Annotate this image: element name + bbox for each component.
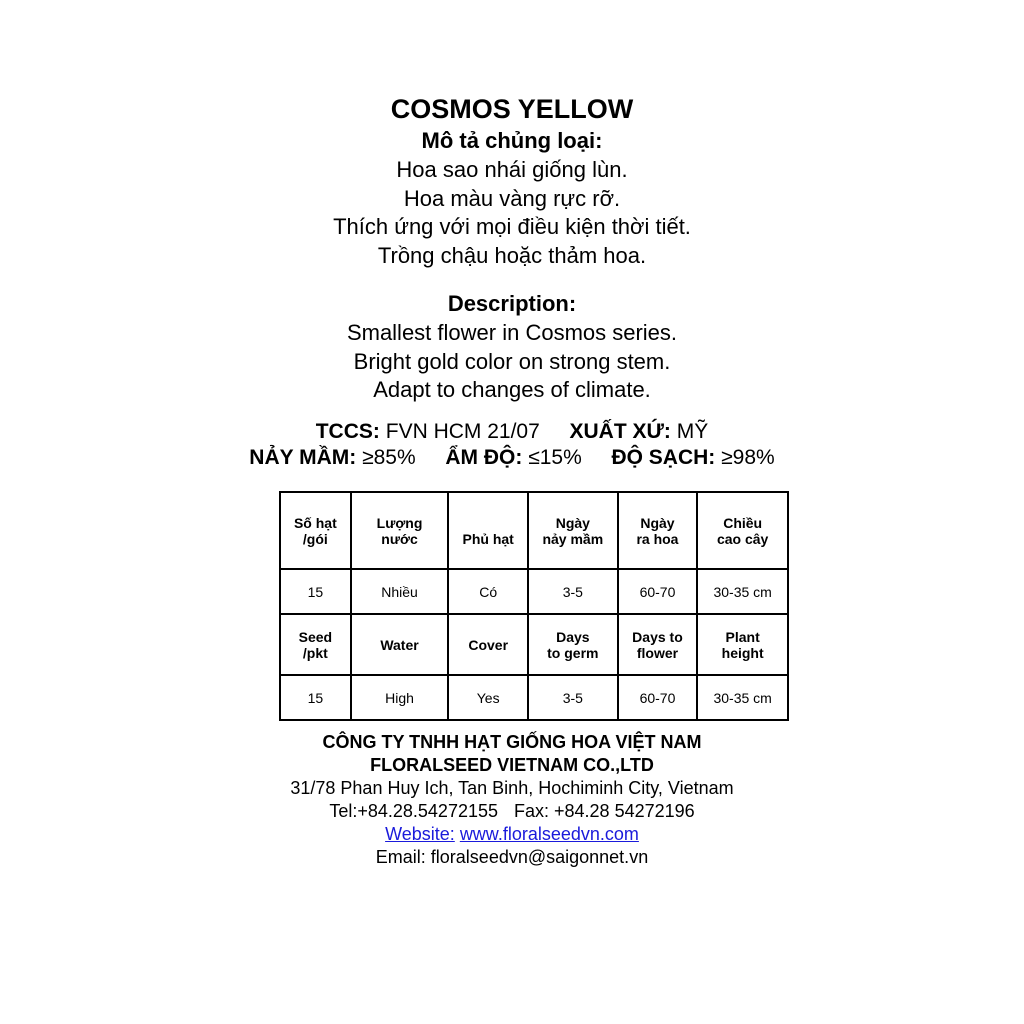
company-name-vn: CÔNG TY TNHH HẠT GIỐNG HOA VIỆT NAM <box>322 732 702 752</box>
moisture-label: ẨM ĐỘ: <box>445 446 523 469</box>
germination-label: NẢY MẦM: <box>249 446 357 469</box>
table-row-en-headers <box>280 614 788 675</box>
header-cell: Water <box>351 614 449 675</box>
company-name-en: FLORALSEED VIETNAM CO.,LTD <box>370 755 654 775</box>
header-cell: Ngày ra hoa <box>618 492 698 569</box>
vn-line: Hoa màu vàng rực rỡ. <box>403 185 621 211</box>
value-cell: 60-70 <box>618 675 698 720</box>
header-cell: Lượng nước <box>351 492 449 569</box>
header-cell: Days to germ <box>528 614 618 675</box>
fax-number: Fax: +84.28 54272196 <box>514 801 695 821</box>
value-cell: 15 <box>280 569 351 614</box>
specs-row-1 <box>0 419 1024 445</box>
vietnamese-heading: Mô tả chủng loại: <box>421 128 603 153</box>
english-description <box>0 289 1024 405</box>
germination-value: ≥85% <box>362 446 416 469</box>
value-cell: Yes <box>448 675 528 720</box>
value-cell: Có <box>448 569 528 614</box>
header-cell: Seed /pkt <box>280 614 351 675</box>
specs-block <box>0 419 1024 471</box>
website-line <box>0 823 1024 846</box>
english-heading: Description: <box>447 291 577 316</box>
value-cell: High <box>351 675 449 720</box>
seed-info-table <box>279 491 789 721</box>
table-row-vn-headers <box>280 492 788 569</box>
en-line: Smallest flower in Cosmos series. <box>346 320 678 345</box>
purity-value: ≥98% <box>721 446 775 469</box>
en-line: Bright gold color on strong stem. <box>353 348 671 374</box>
origin-label: XUẤT XỨ: <box>569 420 671 443</box>
company-address: 31/78 Phan Huy Ich, Tan Binh, Hochiminh City, Vietnam <box>290 778 734 798</box>
vn-line: Trồng chậu hoặc thảm hoa. <box>377 242 647 268</box>
value-cell: 60-70 <box>618 569 698 614</box>
vn-line: Hoa sao nhái giống lùn. <box>396 157 628 182</box>
tccs-value: FVN HCM 21/07 <box>385 420 540 443</box>
header-cell: Cover <box>448 614 528 675</box>
website-label[interactable]: Website: <box>385 824 455 844</box>
header-cell: Plant height <box>697 614 788 675</box>
tccs-label: TCCS: <box>315 420 380 443</box>
en-line: Adapt to changes of climate. <box>373 377 651 402</box>
table-row-en-values <box>280 675 788 720</box>
company-footer <box>0 731 1024 869</box>
header-cell: Chiều cao cây <box>697 492 788 569</box>
header-cell: Days to flower <box>618 614 698 675</box>
header-cell: Số hạt /gói <box>280 492 351 569</box>
specs-row-2 <box>0 445 1024 471</box>
contact-phone-fax <box>0 800 1024 823</box>
value-cell: 3-5 <box>528 675 618 720</box>
website-link[interactable]: www.floralseedvn.com <box>459 824 639 844</box>
value-cell: 3-5 <box>528 569 618 614</box>
purity-label: ĐỘ SẠCH: <box>611 446 716 469</box>
header-cell: Ngày nảy mầm <box>528 492 618 569</box>
value-cell: 30-35 cm <box>697 569 788 614</box>
origin-value: MỸ <box>676 420 709 443</box>
table-row-vn-values <box>280 569 788 614</box>
value-cell: 15 <box>280 675 351 720</box>
vietnamese-description <box>0 126 1024 270</box>
email-line: Email: floralseedvn@saigonnet.vn <box>375 847 649 867</box>
header-cell: Phủ hạt <box>448 492 528 569</box>
product-title: COSMOS YELLOW <box>390 94 634 124</box>
moisture-value: ≤15% <box>528 446 582 469</box>
value-cell: Nhiều <box>351 569 449 614</box>
tel-number: Tel:+84.28.54272155 <box>329 801 498 821</box>
value-cell: 30-35 cm <box>697 675 788 720</box>
vn-line: Thích ứng với mọi điều kiện thời tiết. <box>333 214 691 239</box>
